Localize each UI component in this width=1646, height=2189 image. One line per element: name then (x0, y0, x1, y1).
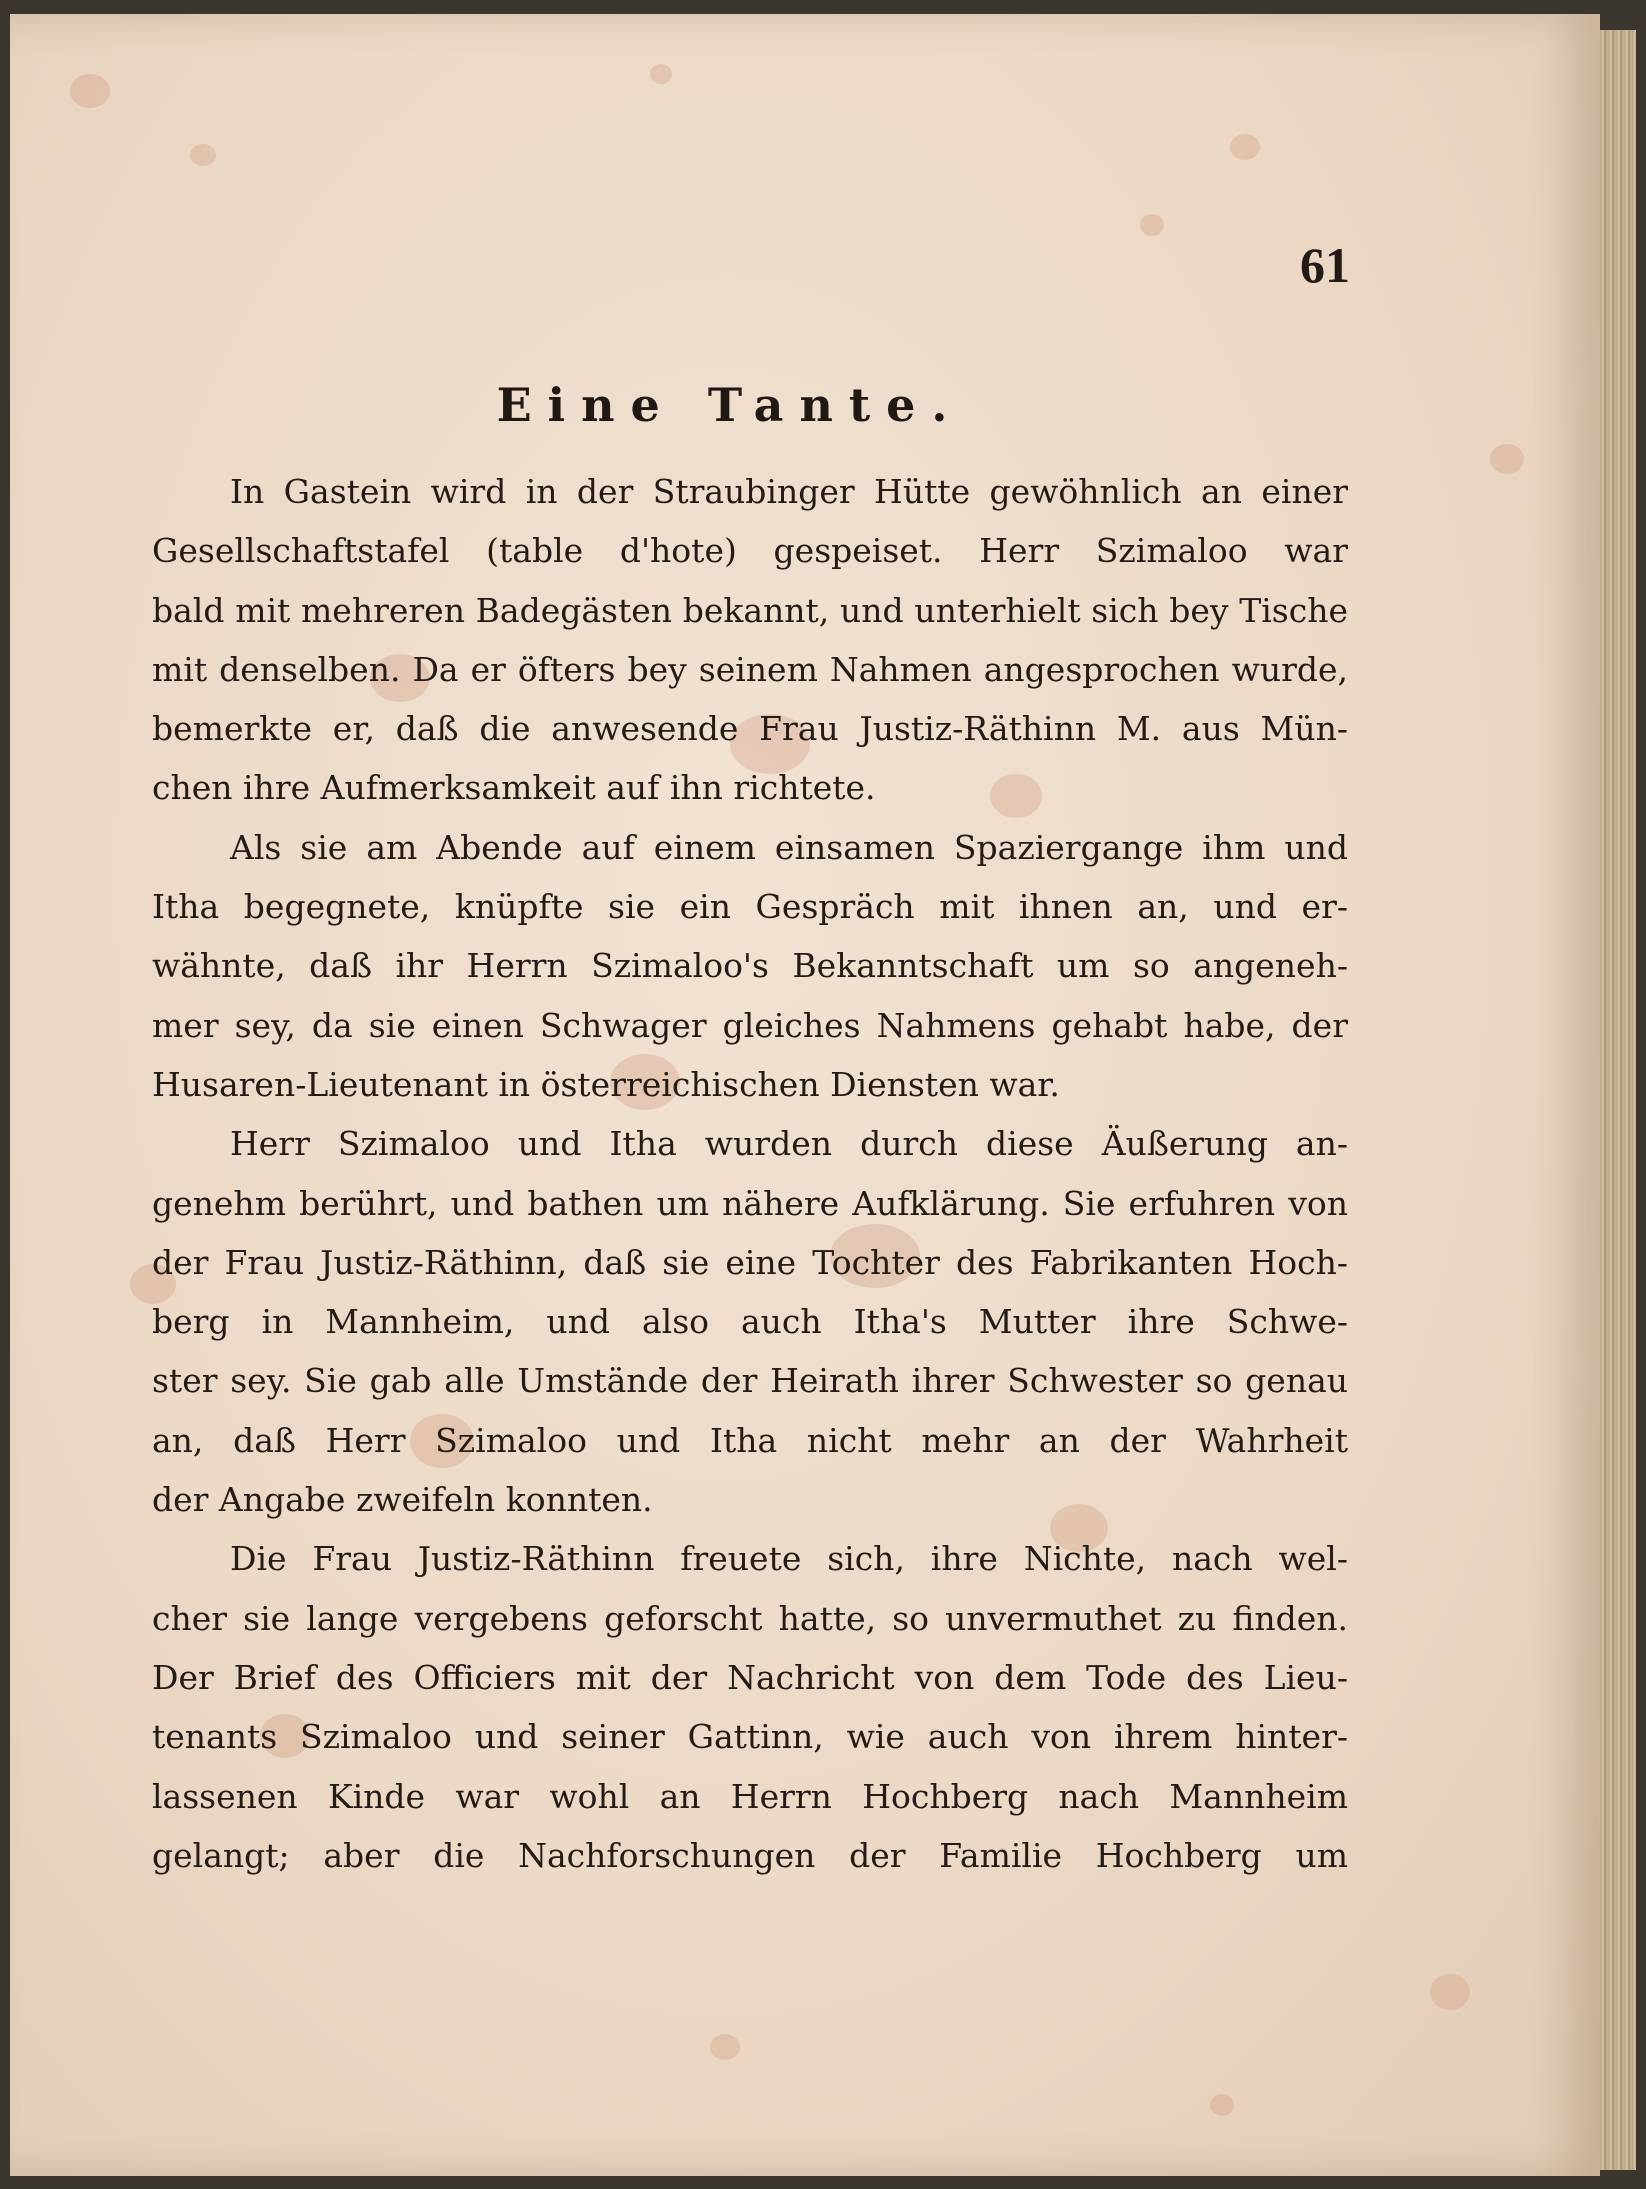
page-number: 61 (1300, 237, 1350, 293)
text-line: Der Brief des Officiers mit der Nachricht von dem Tode des Lieu- (152, 1657, 1348, 1697)
text-line: der Frau Justiz-Räthinn, daß sie eine Tochter des Fabrikanten Hoch- (152, 1242, 1348, 1282)
text-line: mer sey, da sie einen Schwager gleiches Nahmens gehabt habe, der (152, 1005, 1348, 1045)
foxing-spot (190, 144, 216, 166)
foxing-spot (70, 74, 110, 108)
text-line: Herr Szimaloo und Itha wurden durch diese Äußerung an- (230, 1124, 1348, 1164)
text-line: der Angabe zweifeln konnten. (152, 1480, 653, 1520)
page-edge (1600, 30, 1636, 2170)
foxing-spot (1490, 444, 1524, 474)
text-line: ster sey. Sie gab alle Umstände der Heirath ihrer Schwester so genau (152, 1361, 1348, 1401)
text-line: berg in Mannheim, und also auch Itha's Mutter ihre Schwe- (152, 1302, 1348, 1342)
text-line: wähnte, daß ihr Herrn Szimaloo's Bekanntschaft um so angeneh- (152, 946, 1348, 986)
foxing-spot (1430, 1974, 1470, 2010)
text-line: chen ihre Aufmerksamkeit auf ihn richtete. (152, 768, 876, 808)
text-line: an, daß Herr Szimaloo und Itha nicht mehr an der Wahrheit (152, 1420, 1348, 1460)
text-line: tenants Szimaloo und seiner Gattinn, wie auch von ihrem hinter- (152, 1717, 1348, 1757)
text-line: Gesellschaftstafel (table d'hote) gespeiset. Herr Szimaloo war (152, 531, 1348, 571)
text-line: cher sie lange vergebens geforscht hatte, so unvermuthet zu finden. (152, 1598, 1348, 1638)
body-text (152, 462, 1348, 1885)
text-line: mit denselben. Da er öfters bey seinem Nahmen angesprochen wurde, (152, 649, 1348, 689)
text-line: Husaren-Lieutenant in österreichischen Diensten war. (152, 1064, 1060, 1104)
text-line: bald mit mehreren Badegästen bekannt, und unterhielt sich bey Tische (152, 590, 1348, 630)
text-line: gelangt; aber die Nachforschungen der Familie Hochberg um (152, 1835, 1348, 1875)
text-line: In Gastein wird in der Straubinger Hütte gewöhnlich an einer (230, 472, 1348, 511)
foxing-spot (650, 64, 672, 84)
chapter-title: Eine Tante. (496, 378, 964, 432)
foxing-spot (1230, 134, 1260, 160)
text-line: lassenen Kinde war wohl an Herrn Hochberg nach Mannheim (152, 1776, 1348, 1816)
text-line: bemerkte er, daß die anwesende Frau Justiz-Räthinn M. aus Mün- (152, 709, 1348, 749)
text-line: Die Frau Justiz-Räthinn freuete sich, ihre Nichte, nach wel- (230, 1539, 1348, 1579)
foxing-spot (710, 2034, 740, 2060)
text-line: genehm berührt, und bathen um nähere Aufklärung. Sie erfuhren von (152, 1183, 1348, 1223)
text-line: Itha begegnete, knüpfte sie ein Gespräch mit ihnen an, und er- (152, 887, 1348, 927)
foxing-spot (1210, 2094, 1234, 2116)
foxing-spot (1140, 214, 1164, 236)
text-line: Als sie am Abende auf einem einsamen Spaziergange ihm und (230, 827, 1348, 867)
